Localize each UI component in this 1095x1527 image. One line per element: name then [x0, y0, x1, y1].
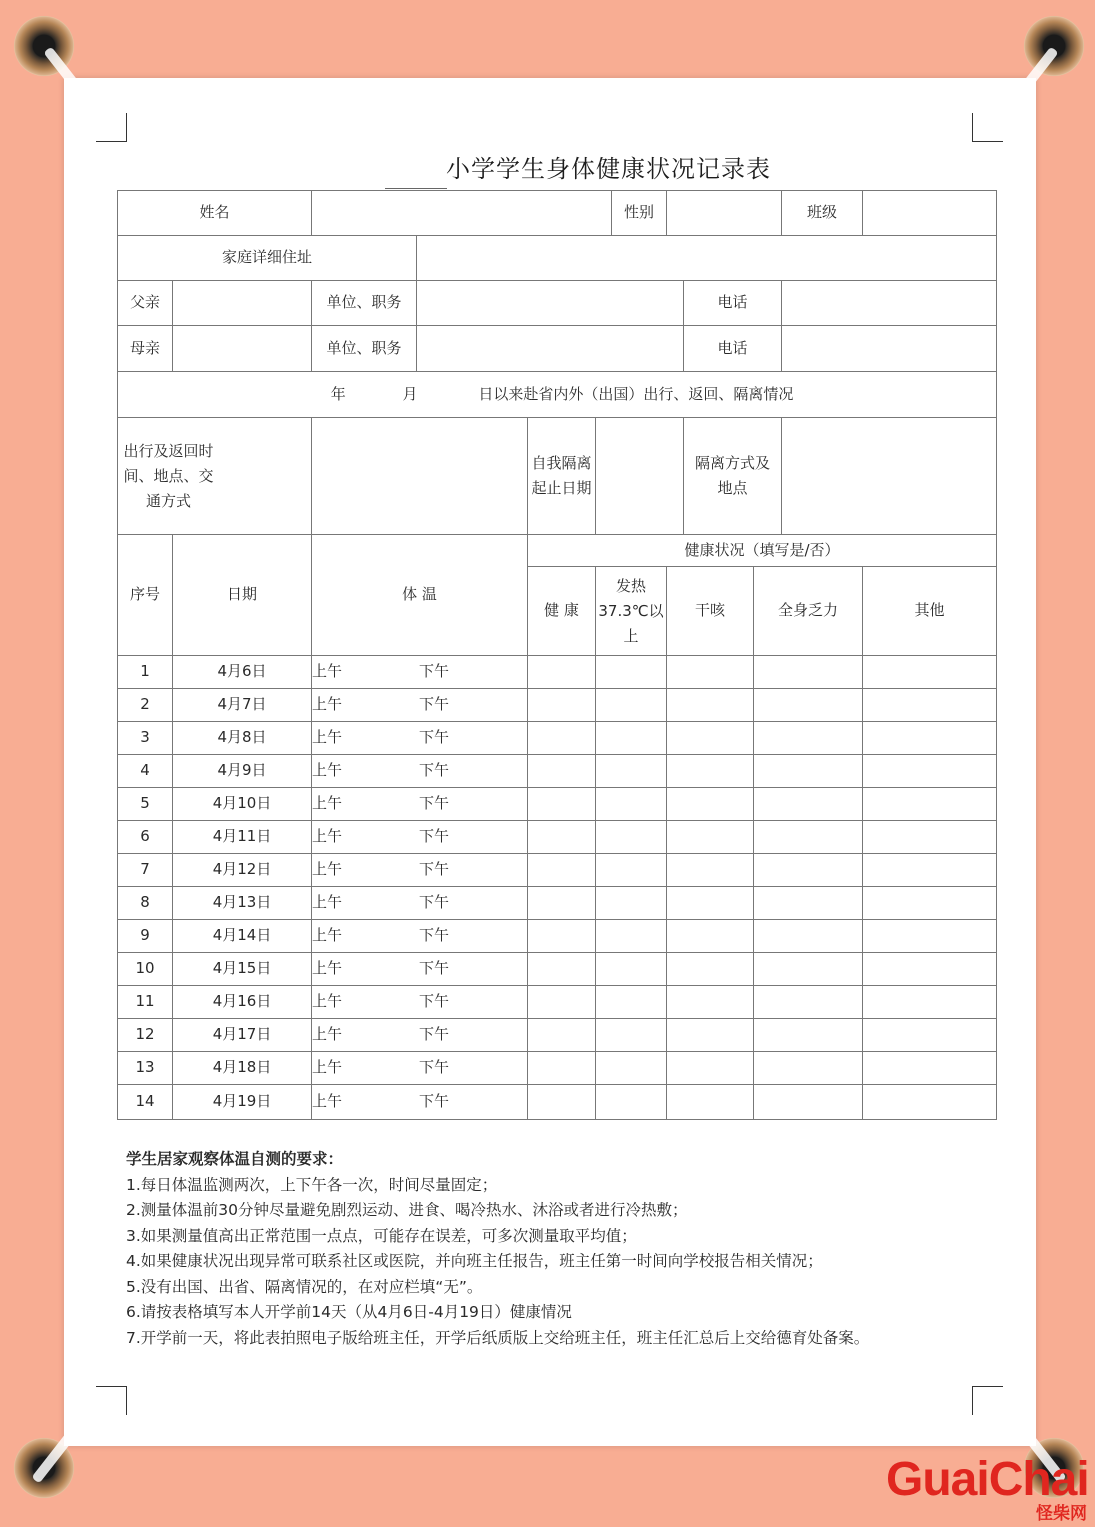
fatigue-cell[interactable] — [754, 788, 863, 821]
date-cell: 4月12日 — [173, 854, 312, 887]
date-cell: 4月17日 — [173, 1019, 312, 1052]
date-cell: 4月15日 — [173, 953, 312, 986]
am-label: 上午 — [312, 926, 343, 945]
pm-label: 下午 — [419, 992, 450, 1011]
healthy-cell[interactable] — [528, 986, 596, 1019]
cough-cell[interactable] — [667, 887, 754, 920]
seq-cell: 13 — [118, 1052, 173, 1085]
cough-cell[interactable] — [667, 689, 754, 722]
crop-mark-top-left — [96, 113, 127, 142]
seq-cell: 12 — [118, 1019, 173, 1052]
row-mother — [118, 326, 997, 372]
crop-mark-bottom-right — [972, 1386, 1003, 1415]
fever-cell[interactable] — [596, 1019, 667, 1052]
address-label: 家庭详细住址 — [118, 236, 417, 281]
fatigue-cell[interactable] — [754, 1085, 863, 1120]
notes-section — [126, 1147, 869, 1351]
date-cell: 4月14日 — [173, 920, 312, 953]
date-header: 日期 — [173, 535, 312, 656]
temp-am-pm — [312, 924, 527, 947]
note-item: 4.如果健康状况出现异常可联系社区或医院，并向班主任报告，班主任第一时间向学校报告相关情况； — [126, 1252, 823, 1270]
table-row — [118, 755, 997, 788]
note-item: 1.每日体温监测两次，上下午各一次，时间尽量固定； — [126, 1175, 498, 1194]
date-cell: 4月11日 — [173, 821, 312, 854]
name-field[interactable] — [312, 191, 612, 236]
quarantine-method-label — [684, 418, 782, 535]
cough-cell[interactable] — [667, 788, 754, 821]
temp-am-pm — [312, 660, 527, 683]
temp-am-pm — [312, 858, 527, 881]
am-label: 上午 — [312, 860, 343, 879]
fever-cell[interactable] — [596, 1085, 667, 1120]
temp-cell[interactable] — [312, 689, 528, 722]
date-cell: 4月9日 — [173, 755, 312, 788]
seq-cell: 2 — [118, 689, 173, 722]
mother-label: 母亲 — [118, 326, 173, 372]
healthy-cell[interactable] — [528, 689, 596, 722]
date-cell: 4月19日 — [173, 1085, 312, 1120]
date-cell: 4月13日 — [173, 887, 312, 920]
cough-cell[interactable] — [667, 1052, 754, 1085]
temp-cell[interactable] — [312, 722, 528, 755]
healthy-cell[interactable] — [528, 1085, 596, 1120]
cough-cell[interactable] — [667, 1019, 754, 1052]
fatigue-cell[interactable] — [754, 755, 863, 788]
am-label: 上午 — [312, 761, 343, 780]
cough-cell[interactable] — [667, 656, 754, 689]
table-row — [118, 986, 997, 1019]
seq-cell: 4 — [118, 755, 173, 788]
other-cell[interactable] — [863, 1052, 997, 1085]
pm-label: 下午 — [419, 662, 450, 681]
seq-cell: 14 — [118, 1085, 173, 1120]
cough-cell[interactable] — [667, 755, 754, 788]
healthy-cell[interactable] — [528, 953, 596, 986]
quarantine-method-field[interactable] — [782, 418, 997, 535]
fatigue-cell[interactable] — [754, 887, 863, 920]
fatigue-cell[interactable] — [754, 821, 863, 854]
healthy-cell[interactable] — [528, 1052, 596, 1085]
cough-cell[interactable] — [667, 1085, 754, 1120]
notes-heading: 学生居家观察体温自测的要求： — [126, 1150, 344, 1168]
table-row — [118, 821, 997, 854]
table-row — [118, 1085, 997, 1120]
temp-cell[interactable] — [312, 821, 528, 854]
other-cell[interactable] — [863, 656, 997, 689]
mother-phone-field[interactable] — [782, 326, 997, 372]
fever-cell[interactable] — [596, 788, 667, 821]
cough-cell[interactable] — [667, 986, 754, 1019]
fever-header-text: 发热37.3℃以上 — [598, 576, 664, 645]
trip-time-text: 出行及返回时间、地点、交通方式 — [123, 441, 214, 510]
pm-label: 下午 — [419, 827, 450, 846]
father-phone-label: 电话 — [684, 281, 782, 326]
fatigue-cell[interactable] — [754, 986, 863, 1019]
pm-label: 下午 — [419, 695, 450, 714]
fever-cell[interactable] — [596, 722, 667, 755]
pm-label: 下午 — [419, 926, 450, 945]
fatigue-header: 全身乏力 — [754, 567, 863, 656]
pm-label: 下午 — [419, 1025, 450, 1044]
date-cell: 4月16日 — [173, 986, 312, 1019]
temp-am-pm — [312, 693, 527, 716]
fatigue-cell[interactable] — [754, 854, 863, 887]
fatigue-cell[interactable] — [754, 1052, 863, 1085]
fatigue-cell[interactable] — [754, 722, 863, 755]
healthy-cell[interactable] — [528, 887, 596, 920]
fatigue-cell[interactable] — [754, 953, 863, 986]
am-label: 上午 — [312, 893, 343, 912]
cough-cell[interactable] — [667, 854, 754, 887]
am-label: 上午 — [312, 1092, 343, 1111]
healthy-cell[interactable] — [528, 821, 596, 854]
pm-label: 下午 — [419, 1092, 450, 1111]
cough-cell[interactable] — [667, 920, 754, 953]
quarantine-dates-field[interactable] — [596, 418, 684, 535]
quarantine-dates-text: 自我隔离起止日期 — [531, 454, 592, 497]
gender-label: 性别 — [612, 191, 667, 236]
table-row — [118, 854, 997, 887]
temp-am-pm — [312, 990, 527, 1013]
other-cell[interactable] — [863, 722, 997, 755]
cough-cell[interactable] — [667, 821, 754, 854]
table-row — [118, 722, 997, 755]
year-label: 年 — [330, 384, 346, 403]
pm-label: 下午 — [419, 761, 450, 780]
other-cell[interactable] — [863, 788, 997, 821]
quarantine-dates-label — [528, 418, 596, 535]
row-father — [118, 281, 997, 326]
health-record-form — [117, 190, 997, 1120]
pm-label: 下午 — [419, 728, 450, 747]
crop-mark-bottom-left — [96, 1386, 127, 1415]
temp-am-pm — [312, 1056, 527, 1079]
trip-heading — [118, 372, 997, 418]
temp-am-pm — [312, 1023, 527, 1046]
am-label: 上午 — [312, 794, 343, 813]
temp-cell[interactable] — [312, 1019, 528, 1052]
quarantine-method-text: 隔离方式及地点 — [695, 454, 771, 497]
temp-am-pm — [312, 759, 527, 782]
other-cell[interactable] — [863, 1085, 997, 1120]
temp-am-pm — [312, 792, 527, 815]
trip-time-field[interactable] — [312, 418, 528, 535]
temp-cell[interactable] — [312, 953, 528, 986]
mother-unit-label: 单位、职务 — [312, 326, 417, 372]
note-item: 2.测量体温前30分钟尽量避免剧烈运动、进食、喝冷热水、沐浴或者进行冷热敷； — [126, 1201, 688, 1219]
note-item: 7.开学前一天，将此表拍照电子版给班主任，开学后纸质版上交给班主任，班主任汇总后上交给德育处备案。 — [126, 1328, 870, 1347]
am-label: 上午 — [312, 695, 343, 714]
date-cell: 4月10日 — [173, 788, 312, 821]
temp-cell[interactable] — [312, 656, 528, 689]
fever-cell[interactable] — [596, 1052, 667, 1085]
other-cell[interactable] — [863, 755, 997, 788]
temp-cell[interactable] — [312, 887, 528, 920]
temp-header: 体 温 — [312, 535, 528, 656]
other-header: 其他 — [863, 567, 997, 656]
fatigue-cell[interactable] — [754, 1019, 863, 1052]
temp-am-pm — [312, 1090, 527, 1113]
father-unit-label: 单位、职务 — [312, 281, 417, 326]
crop-mark-top-right — [972, 113, 1003, 142]
father-unit-field[interactable] — [417, 281, 684, 326]
temp-cell[interactable] — [312, 755, 528, 788]
pm-label: 下午 — [419, 794, 450, 813]
seq-cell: 5 — [118, 788, 173, 821]
row-name — [118, 191, 997, 236]
other-cell[interactable] — [863, 986, 997, 1019]
fever-cell[interactable] — [596, 656, 667, 689]
temp-am-pm — [312, 957, 527, 980]
table-row — [118, 1052, 997, 1085]
temp-cell[interactable] — [312, 986, 528, 1019]
temp-cell[interactable] — [312, 1085, 528, 1120]
healthy-cell[interactable] — [528, 854, 596, 887]
am-label: 上午 — [312, 1025, 343, 1044]
fatigue-cell[interactable] — [754, 656, 863, 689]
other-cell[interactable] — [863, 953, 997, 986]
pm-label: 下午 — [419, 959, 450, 978]
date-cell: 4月8日 — [173, 722, 312, 755]
fever-cell[interactable] — [596, 854, 667, 887]
seq-cell: 6 — [118, 821, 173, 854]
am-label: 上午 — [312, 827, 343, 846]
healthy-cell[interactable] — [528, 755, 596, 788]
cough-cell[interactable] — [667, 953, 754, 986]
mother-field[interactable] — [173, 326, 312, 372]
other-cell[interactable] — [863, 1019, 997, 1052]
father-phone-field[interactable] — [782, 281, 997, 326]
trip-description: 日以来赴省内外（出国）出行、返回、隔离情况 — [478, 384, 794, 403]
fever-cell[interactable] — [596, 821, 667, 854]
gender-field[interactable] — [667, 191, 782, 236]
table-row — [118, 887, 997, 920]
other-cell[interactable] — [863, 920, 997, 953]
note-item: 3.如果测量值高出正常范围一点点，可能存在误差，可多次测量取平均值； — [126, 1226, 637, 1245]
title-underline — [385, 188, 447, 189]
table-row — [118, 656, 997, 689]
fatigue-cell[interactable] — [754, 689, 863, 722]
seq-cell: 10 — [118, 953, 173, 986]
watermark-cn: 怪柴网 — [1036, 1504, 1087, 1524]
note-item: 5.没有出国、出省、隔离情况的，在对应栏填“无”。 — [126, 1277, 483, 1296]
date-cell: 4月18日 — [173, 1052, 312, 1085]
fever-cell[interactable] — [596, 887, 667, 920]
table-row — [118, 788, 997, 821]
table-row — [118, 920, 997, 953]
seq-cell: 8 — [118, 887, 173, 920]
pm-label: 下午 — [419, 893, 450, 912]
seq-cell: 3 — [118, 722, 173, 755]
date-cell: 4月6日 — [173, 656, 312, 689]
page-title: 小学学生身体健康状况记录表 — [446, 155, 771, 183]
row-address — [118, 236, 997, 281]
mother-phone-label: 电话 — [684, 326, 782, 372]
watermark-logo — [886, 1450, 1091, 1524]
fever-header — [596, 567, 667, 656]
row-trip-details — [118, 418, 997, 535]
cough-cell[interactable] — [667, 722, 754, 755]
healthy-cell[interactable] — [528, 722, 596, 755]
temp-am-pm — [312, 726, 527, 749]
table-row — [118, 953, 997, 986]
temp-cell[interactable] — [312, 854, 528, 887]
temp-am-pm — [312, 825, 527, 848]
healthy-cell[interactable] — [528, 920, 596, 953]
father-label: 父亲 — [118, 281, 173, 326]
healthy-cell[interactable] — [528, 788, 596, 821]
am-label: 上午 — [312, 992, 343, 1011]
address-field[interactable] — [417, 236, 997, 281]
cough-header: 干咳 — [667, 567, 754, 656]
seq-header: 序号 — [118, 535, 173, 656]
seq-cell: 11 — [118, 986, 173, 1019]
other-cell[interactable] — [863, 821, 997, 854]
other-cell[interactable] — [863, 887, 997, 920]
class-field[interactable] — [863, 191, 997, 236]
healthy-header: 健 康 — [528, 567, 596, 656]
watermark-word: GuaiChai — [886, 1453, 1089, 1506]
pm-label: 下午 — [419, 860, 450, 879]
fatigue-cell[interactable] — [754, 920, 863, 953]
am-label: 上午 — [312, 728, 343, 747]
fever-cell[interactable] — [596, 986, 667, 1019]
seq-cell: 1 — [118, 656, 173, 689]
seq-cell: 9 — [118, 920, 173, 953]
temp-cell[interactable] — [312, 1052, 528, 1085]
fever-cell[interactable] — [596, 953, 667, 986]
am-label: 上午 — [312, 959, 343, 978]
other-cell[interactable] — [863, 854, 997, 887]
month-label: 月 — [402, 384, 418, 403]
mother-unit-field[interactable] — [417, 326, 684, 372]
seq-cell: 7 — [118, 854, 173, 887]
note-item: 6.请按表格填写本人开学前14天（从4月6日-4月19日）健康情况 — [126, 1303, 572, 1321]
name-label: 姓名 — [118, 191, 312, 236]
row-trip-heading — [118, 372, 997, 418]
table-row — [118, 689, 997, 722]
fever-cell[interactable] — [596, 920, 667, 953]
fever-cell[interactable] — [596, 755, 667, 788]
father-field[interactable] — [173, 281, 312, 326]
pm-label: 下午 — [419, 1058, 450, 1077]
healthy-cell[interactable] — [528, 1019, 596, 1052]
temp-cell[interactable] — [312, 788, 528, 821]
am-label: 上午 — [312, 1058, 343, 1077]
health-status-header: 健康状况（填写是/否） — [528, 535, 997, 567]
date-cell: 4月7日 — [173, 689, 312, 722]
am-label: 上午 — [312, 662, 343, 681]
table-row — [118, 1019, 997, 1052]
temp-cell[interactable] — [312, 920, 528, 953]
fever-cell[interactable] — [596, 689, 667, 722]
healthy-cell[interactable] — [528, 656, 596, 689]
row-health-header — [118, 535, 997, 567]
class-label: 班级 — [782, 191, 863, 236]
trip-time-label — [118, 418, 312, 535]
temp-am-pm — [312, 891, 527, 914]
other-cell[interactable] — [863, 689, 997, 722]
